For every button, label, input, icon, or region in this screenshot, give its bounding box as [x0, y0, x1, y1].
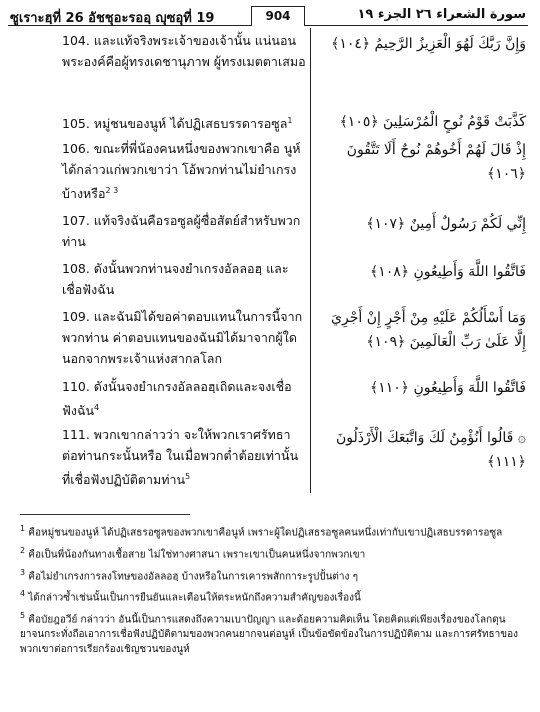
- footnote-ref: 1: [287, 116, 293, 125]
- verse-arabic: إِذْ قَالَ لَهُمْ أَخُوهُمْ نُوحٌ أَلَا تَتَّقُونَ ﴿١٠٦﴾: [346, 142, 526, 182]
- verse-translation: 107. แท้จริงฉันคือรอซูลผู้ซื่อสัตย์สำหรับพวกท่าน: [62, 213, 301, 249]
- footnote: $^5$ คือบัยฎอวีย์ กล่าวว่า อันนี้เป็นการแสดงถึงความเบาปัญญา และด้อยความคิดเห็น โดยคิดแต่เพียงเรื่องของโลกดุนยาจนกระทั่งถือเอาการเชื่อฟังปฏิบัติตามของพวกคนยากจนต่อนูห์ เป็นข้อขัดข้องในการปฏิบัติตาม และการศรัทธาของพวกเขาต่อการเรียกร้องเชิญชวนของนูห์: [20, 611, 518, 655]
- verse-translation: 109. และฉันมิได้ขอค่าตอบแทนในการนี้จากพวกท่าน ค่าตอบแทนของฉันมิได้มาจากผู้ใดนอกจากพระเจ้าแห่งสากลโลก: [62, 309, 303, 366]
- verse-translation: 105. หมู่ชนของนูห์ ได้ปฏิเสธบรรดารอซูล$^1$: [62, 116, 293, 132]
- column-divider: [310, 28, 311, 493]
- page-number: 904: [251, 6, 305, 26]
- verse-translation: 108. ดังนั้นพวกท่านจงยำเกรงอัลลอฮฺ และเชื่อฟังฉัน: [62, 261, 289, 297]
- verse-arabic: وَمَا أَسْأَلُكُمْ عَلَيْهِ مِنْ أَجْرٍ إِنْ أَجْرِيَ إِلَّا عَلَىٰ رَبِّ الْعَالَمِينَ ﴿١٠٩﴾: [331, 310, 526, 350]
- page-header: [8, 6, 528, 26]
- footnote-ref: 4: [94, 403, 100, 412]
- footnotes: [20, 522, 528, 660]
- footnote: $^2$ คือเป็นพี่น้องกันทางเชื้อสาย ไม่ใช่ทางศาสนา เพราะเขาเป็นคนหนึ่งจากพวกเขา: [20, 545, 366, 561]
- header-surah-arabic: سورة الشعراء ٢٦ الجزء ١٩: [357, 7, 526, 22]
- footnote-rule: [20, 514, 190, 515]
- verse-translation: 110. ดังนั้นจงยำเกรงอัลลอฮฺเถิดและจงเชื่อฟังฉัน$^4$: [62, 379, 292, 419]
- footnote-ref: 2 3: [105, 186, 119, 195]
- verse-translation: 111. พวกเขากล่าวว่า จะให้พวกเราศรัทธาต่อท่านกระนั้นหรือ ในเมื่อพวกต่ำต้อยเท่านั้นที่เชื่อฟังปฏิบัติตามท่าน$^5$: [62, 427, 299, 488]
- footnote: $^4$ ได้กล่าวซ้ำเช่นนั้นเป็นการยืนยันและเตือนให้ตระหนักถึงความสำคัญของเรื่องนี้: [20, 589, 361, 604]
- verse-arabic: كَذَّبَتْ قَوْمُ نُوحٍ الْمُرْسَلِينَ ﴿١٠٥﴾: [339, 114, 526, 130]
- header-surah-thai: ซูเราะฮฺที่ 26 อัชชุอะรออฺ ญุซอุที่ 19: [10, 11, 215, 26]
- footnote: $^1$ คือหมู่ชนของนูห์ ได้ปฏิเสธรอซูลของพวกเขาคือนูห์ เพราะผู้ใดปฏิเสธรอซูลคนหนึ่งเท่ากับเขาปฏิเสธบรรดารอซูล: [20, 524, 503, 539]
- verse-arabic: وَإِنَّ رَبَّكَ لَهُوَ الْعَزِيزُ الرَّحِيمُ ﴿١٠٤﴾: [331, 36, 526, 52]
- verse-arabic: فَاتَّقُوا اللَّهَ وَأَطِيعُونِ ﴿١١٠﴾: [370, 380, 526, 396]
- verse-arabic: ۞ قَالُوا أَنُؤْمِنُ لَكَ وَاتَّبَعَكَ الْأَرْذَلُونَ ﴿١١١﴾: [335, 430, 526, 470]
- verse-arabic: فَاتَّقُوا اللَّهَ وَأَطِيعُونِ ﴿١٠٨﴾: [370, 264, 526, 280]
- verse-translation: 106. ขณะที่พี่น้องคนหนึ่งของพวกเขาคือ นูห์ ได้กล่าวแก่พวกเขาว่า โอ้พวกท่านไม่ยำเกรงบ้างหรือ$^{2 3}$: [62, 141, 301, 202]
- verse-arabic: إِنِّي لَكُمْ رَسُولٌ أَمِينٌ ﴿١٠٧﴾: [366, 216, 526, 232]
- footnote-ref: 5: [185, 472, 191, 481]
- footnote: $^3$ คือไม่ยำเกรงการลงโทษของอัลลอฮฺ บ้างหรือในการเคารพสักการะรูปปั้นต่าง ๆ: [20, 567, 358, 582]
- verse-translation: 104. และแท้จริงพระเจ้าของเจ้านั้น แน่นอนพระองค์คือผู้ทรงเดชานุภาพ ผู้ทรงเมตตาเสมอ: [62, 33, 306, 69]
